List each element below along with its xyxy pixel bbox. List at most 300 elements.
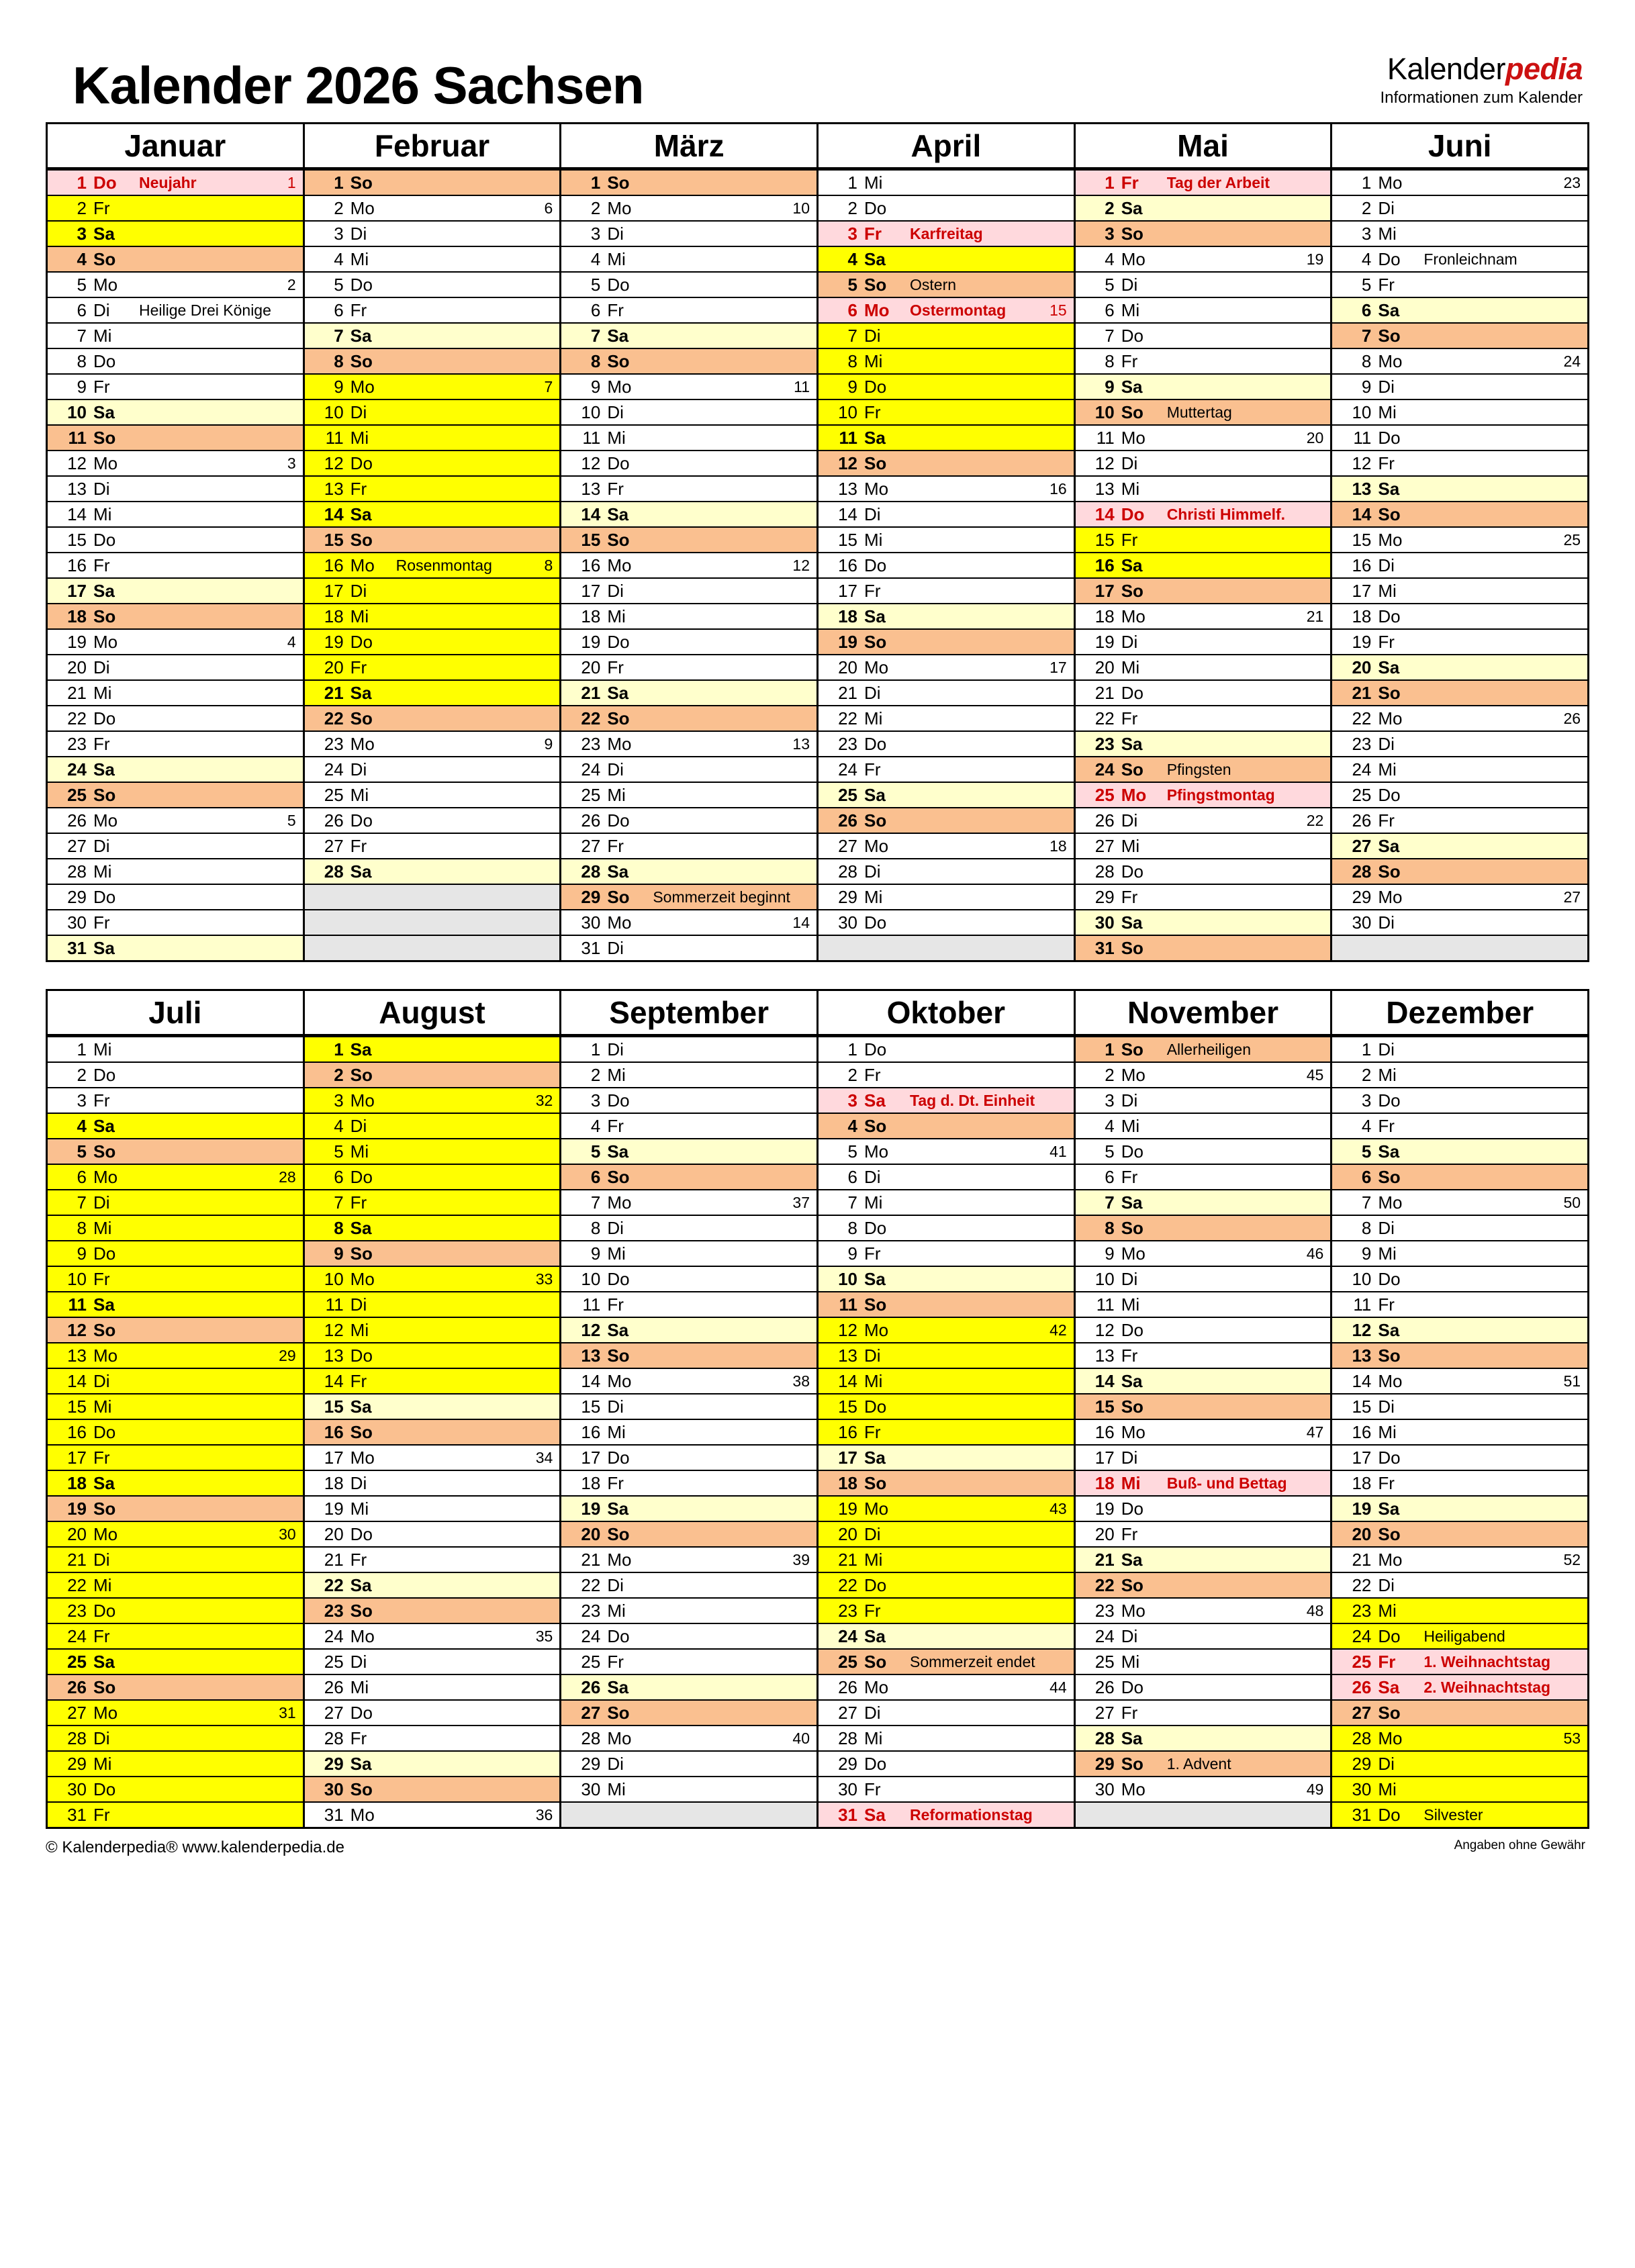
day-number: 4 — [334, 1116, 344, 1136]
weekday-label: Di — [1121, 1269, 1138, 1289]
day-row — [48, 297, 303, 322]
weekday-label: Mi — [607, 1422, 626, 1442]
day-number: 1 — [1361, 1039, 1372, 1059]
weekday-label: Di — [1378, 1218, 1395, 1238]
day-row — [305, 654, 560, 679]
day-number: 2 — [847, 1065, 858, 1085]
day-row — [1076, 552, 1331, 577]
day-number: 28 — [1352, 861, 1372, 882]
day-row — [305, 1393, 560, 1419]
weekday-label: Mi — [1121, 1473, 1141, 1493]
day-number: 17 — [324, 581, 344, 601]
day-note: Heiligabend — [1423, 1627, 1505, 1645]
day-number: 9 — [77, 377, 87, 397]
day-row — [1076, 1725, 1331, 1750]
weekday-label: Mo — [864, 1677, 889, 1697]
weekday-label: Mo — [350, 555, 375, 575]
day-row — [1332, 654, 1587, 679]
weekday-label: So — [350, 351, 373, 371]
day-row — [48, 807, 303, 833]
day-row — [305, 348, 560, 373]
day-row — [1076, 1317, 1331, 1342]
weekday-label: Mi — [350, 606, 369, 626]
weekday-label: So — [1378, 504, 1401, 524]
day-number: 18 — [838, 1473, 858, 1493]
day-number: 2 — [1105, 1065, 1115, 1085]
weekday-label: Mi — [350, 1677, 369, 1697]
day-row — [48, 424, 303, 450]
day-number: 19 — [324, 632, 344, 652]
weekday-label: Di — [1121, 1090, 1138, 1111]
day-row — [561, 1164, 816, 1189]
day-row — [1332, 577, 1587, 603]
day-row — [561, 654, 816, 679]
weekday-label: Sa — [93, 1294, 115, 1315]
day-number: 5 — [1361, 1141, 1372, 1162]
day-row — [305, 1597, 560, 1623]
weekday-label: Di — [607, 581, 624, 601]
weekday-label: Do — [1378, 1448, 1401, 1468]
day-number: 2 — [334, 198, 344, 218]
day-number: 2 — [77, 1065, 87, 1085]
weekday-label: Mo — [1121, 1601, 1146, 1621]
day-number: 26 — [838, 1677, 858, 1697]
day-number: 30 — [67, 1779, 87, 1799]
weekday-label: Sa — [607, 1320, 629, 1340]
page-footer — [46, 1838, 1589, 1857]
weekday-label: Di — [1378, 734, 1395, 754]
disclaimer-text: Angaben ohne Gewähr — [1454, 1838, 1585, 1852]
weekday-label: Di — [93, 300, 110, 320]
day-row — [48, 1189, 303, 1215]
weekday-label: So — [1121, 1754, 1143, 1774]
day-row — [819, 1164, 1074, 1189]
day-number: 21 — [1094, 1550, 1115, 1570]
day-row — [48, 1317, 303, 1342]
day-number: 6 — [77, 300, 87, 320]
weekday-label: Do — [864, 912, 887, 933]
weekday-label: So — [350, 1779, 373, 1799]
weekday-label: Mo — [93, 453, 118, 473]
day-row — [1332, 501, 1587, 526]
weekday-label: Do — [1378, 606, 1401, 626]
day-row — [1332, 1572, 1587, 1597]
day-row — [561, 1291, 816, 1317]
weekday-label: Di — [93, 1192, 110, 1213]
weekday-label: Sa — [864, 1090, 886, 1111]
day-number: 25 — [1352, 1652, 1372, 1672]
day-number: 21 — [1352, 683, 1372, 703]
day-row — [48, 501, 303, 526]
weekday-label: Do — [607, 1269, 630, 1289]
week-number: 52 — [1563, 1551, 1581, 1568]
day-number: 21 — [838, 683, 858, 703]
day-number: 4 — [334, 249, 344, 269]
day-row — [1332, 220, 1587, 246]
day-number: 27 — [581, 836, 601, 856]
weekday-label: Fr — [864, 402, 881, 422]
day-row — [1332, 373, 1587, 399]
day-number: 30 — [581, 912, 601, 933]
day-number: 4 — [1105, 249, 1115, 269]
day-number: 23 — [324, 734, 344, 754]
day-number: 7 — [77, 326, 87, 346]
weekday-label: Sa — [1121, 734, 1143, 754]
weekday-label: Sa — [350, 1397, 372, 1417]
weekday-label: Fr — [1121, 530, 1138, 550]
day-number: 29 — [67, 887, 87, 907]
day-number: 7 — [847, 326, 858, 346]
weekday-label: Do — [607, 632, 630, 652]
week-number: 48 — [1306, 1602, 1324, 1619]
weekday-label: So — [350, 1065, 373, 1085]
day-row — [305, 195, 560, 220]
weekday-label: Fr — [93, 912, 110, 933]
day-number: 14 — [581, 504, 601, 524]
day-row — [1076, 1368, 1331, 1393]
day-number: 25 — [67, 785, 87, 805]
weekday-label: So — [1121, 224, 1143, 244]
day-row — [819, 577, 1074, 603]
day-row — [305, 1444, 560, 1470]
day-row — [48, 603, 303, 628]
day-row — [1076, 424, 1331, 450]
day-row — [1076, 220, 1331, 246]
weekday-label: Do — [1378, 249, 1401, 269]
day-row — [305, 271, 560, 297]
day-row — [561, 475, 816, 501]
weekday-label: Sa — [93, 1652, 115, 1672]
month-title: Februar — [305, 124, 560, 169]
weekday-label: Mo — [350, 1448, 375, 1468]
day-row — [561, 603, 816, 628]
day-row — [305, 1801, 560, 1827]
day-number: 26 — [324, 810, 344, 831]
weekday-label: Do — [864, 1397, 887, 1417]
weekday-label: Fr — [607, 1652, 624, 1672]
day-number: 19 — [1094, 1499, 1115, 1519]
weekday-label: Do — [93, 530, 116, 550]
weekday-label: Fr — [1378, 632, 1395, 652]
weekday-label: Mo — [350, 1805, 375, 1825]
weekday-label: Fr — [93, 555, 110, 575]
day-number: 10 — [324, 1269, 344, 1289]
weekday-label: Sa — [864, 606, 886, 626]
day-number: 17 — [1094, 1448, 1115, 1468]
day-row — [561, 858, 816, 884]
weekday-label: Mi — [93, 1397, 112, 1417]
day-row — [819, 169, 1074, 195]
weekday-label: Do — [1121, 861, 1143, 882]
day-row — [305, 1776, 560, 1801]
day-row — [819, 1266, 1074, 1291]
day-row — [305, 628, 560, 654]
day-number: 15 — [324, 1397, 344, 1417]
weekday-label: Mi — [1121, 657, 1140, 677]
weekday-label: Do — [1378, 1090, 1401, 1111]
weekday-label: Mi — [864, 530, 883, 550]
day-row — [1076, 1061, 1331, 1087]
weekday-label: So — [1378, 1703, 1401, 1723]
day-row — [1332, 1266, 1587, 1291]
day-row — [1332, 1597, 1587, 1623]
day-note: Pfingstmontag — [1166, 786, 1275, 804]
day-row — [305, 1087, 560, 1113]
day-row — [305, 1266, 560, 1291]
day-row — [819, 1470, 1074, 1495]
month-title: Juli — [48, 991, 303, 1036]
weekday-label: Mo — [1121, 1065, 1146, 1085]
week-number: 5 — [287, 812, 296, 829]
day-number: 20 — [324, 1524, 344, 1544]
weekday-label: Sa — [350, 683, 372, 703]
day-row — [1076, 526, 1331, 552]
week-number: 19 — [1306, 250, 1324, 268]
day-row — [819, 909, 1074, 935]
day-row — [1332, 424, 1587, 450]
day-row — [48, 1164, 303, 1189]
day-row — [561, 1776, 816, 1801]
day-number: 25 — [838, 785, 858, 805]
weekday-label: Sa — [1378, 1677, 1400, 1697]
weekday-label: Mi — [1378, 1243, 1397, 1264]
day-row — [305, 1725, 560, 1750]
month-column-juli — [48, 991, 303, 1827]
day-number: 22 — [1352, 708, 1372, 728]
weekday-label: So — [1121, 1039, 1143, 1059]
month-column-november — [1074, 991, 1331, 1827]
weekday-label: Sa — [607, 1141, 629, 1162]
weekday-label: Do — [93, 887, 116, 907]
day-number: 12 — [67, 453, 87, 473]
day-row — [819, 1674, 1074, 1699]
weekday-label: Mo — [1378, 351, 1403, 371]
day-number: 18 — [67, 606, 87, 626]
day-row — [1332, 1648, 1587, 1674]
day-row — [561, 1750, 816, 1776]
day-note: 2. Weihnachtstag — [1423, 1679, 1551, 1696]
day-number: 29 — [1094, 1754, 1115, 1774]
day-row — [1332, 1495, 1587, 1521]
weekday-label: Do — [350, 1167, 373, 1187]
weekday-label: Mo — [93, 1167, 118, 1187]
weekday-label: Mi — [1121, 479, 1140, 499]
day-number: 25 — [838, 1652, 858, 1672]
weekday-label: Di — [1121, 1626, 1138, 1646]
week-number: 12 — [792, 557, 810, 574]
weekday-label: Do — [607, 1448, 630, 1468]
weekday-label: So — [1378, 1345, 1401, 1366]
day-number: 9 — [590, 1243, 601, 1264]
weekday-label: Mi — [93, 1754, 112, 1774]
day-number: 11 — [68, 428, 87, 448]
day-number: 8 — [1105, 351, 1115, 371]
day-number: 20 — [1094, 1524, 1115, 1544]
weekday-label: Do — [93, 1779, 116, 1799]
day-row — [819, 526, 1074, 552]
day-number: 15 — [67, 530, 87, 550]
weekday-label: Di — [607, 1218, 624, 1238]
weekday-label: Fr — [1378, 1294, 1395, 1315]
day-number: 12 — [1352, 453, 1372, 473]
day-number: 30 — [1352, 912, 1372, 933]
week-number: 14 — [792, 914, 810, 931]
day-number: 10 — [67, 1269, 87, 1289]
weekday-label: Fr — [1121, 708, 1138, 728]
weekday-label: Mo — [864, 657, 889, 677]
week-number: 10 — [792, 199, 810, 217]
day-number: 13 — [67, 479, 87, 499]
day-number: 10 — [1094, 402, 1115, 422]
weekday-label: Fr — [1121, 1345, 1138, 1366]
day-row — [561, 1470, 816, 1495]
day-row — [819, 1597, 1074, 1623]
day-number: 1 — [334, 1039, 344, 1059]
day-number: 14 — [1352, 504, 1372, 524]
day-number: 17 — [324, 1448, 344, 1468]
weekday-label: Fr — [1121, 1524, 1138, 1544]
weekday-label: Do — [93, 708, 116, 728]
day-number: 2 — [590, 1065, 601, 1085]
day-row — [1076, 884, 1331, 909]
day-row — [48, 1444, 303, 1470]
day-number: 24 — [838, 759, 858, 779]
day-number: 13 — [838, 479, 858, 499]
day-row — [48, 1699, 303, 1725]
day-number: 17 — [1352, 1448, 1372, 1468]
day-row — [561, 1623, 816, 1648]
day-number: 28 — [1094, 1728, 1115, 1748]
week-number: 29 — [279, 1347, 296, 1364]
day-number: 24 — [581, 759, 601, 779]
weekday-label: So — [350, 530, 373, 550]
day-number: 13 — [581, 1345, 601, 1366]
day-row — [1076, 169, 1331, 195]
day-number: 1 — [590, 173, 601, 193]
weekday-label: So — [1121, 1575, 1143, 1595]
day-row — [48, 1546, 303, 1572]
day-row-empty — [561, 1801, 816, 1827]
day-row — [1076, 1521, 1331, 1546]
day-row — [305, 322, 560, 348]
week-number: 40 — [792, 1730, 810, 1747]
day-row — [48, 730, 303, 756]
day-row — [1332, 884, 1587, 909]
day-number: 6 — [847, 300, 858, 320]
day-number: 29 — [1352, 887, 1372, 907]
day-row — [819, 756, 1074, 782]
weekday-label: Mo — [93, 1524, 118, 1544]
day-row — [819, 1776, 1074, 1801]
day-number: 6 — [590, 1167, 601, 1187]
day-row — [1332, 628, 1587, 654]
weekday-label: Di — [350, 759, 367, 779]
day-row — [561, 399, 816, 424]
day-number: 25 — [324, 1652, 344, 1672]
week-number: 7 — [544, 378, 553, 395]
week-number: 39 — [792, 1551, 810, 1568]
week-number: 28 — [279, 1168, 296, 1186]
weekday-label: So — [93, 1499, 116, 1519]
weekday-label: Sa — [864, 428, 886, 448]
day-note: Tag der Arbeit — [1166, 174, 1270, 191]
day-row — [1332, 1113, 1587, 1138]
day-row — [305, 1674, 560, 1699]
day-row — [561, 628, 816, 654]
day-row — [48, 705, 303, 730]
weekday-label: Mi — [1121, 1294, 1140, 1315]
day-number: 5 — [1105, 1141, 1115, 1162]
weekday-label: Mi — [93, 1039, 112, 1059]
day-row — [561, 322, 816, 348]
weekday-label: Mi — [1378, 224, 1397, 244]
day-number: 28 — [67, 1728, 87, 1748]
day-number: 27 — [1352, 836, 1372, 856]
day-number: 24 — [1094, 759, 1115, 779]
day-number: 7 — [334, 1192, 344, 1213]
day-number: 20 — [581, 657, 601, 677]
day-row — [1332, 1087, 1587, 1113]
day-number: 9 — [847, 1243, 858, 1264]
day-row — [1332, 1189, 1587, 1215]
day-row — [819, 1521, 1074, 1546]
week-number: 47 — [1306, 1423, 1324, 1441]
day-number: 19 — [838, 1499, 858, 1519]
day-row — [561, 271, 816, 297]
week-number: 22 — [1306, 812, 1324, 829]
day-number: 30 — [1094, 912, 1115, 933]
weekday-label: Mi — [607, 1065, 626, 1085]
day-number: 22 — [838, 1575, 858, 1595]
day-number: 3 — [1105, 1090, 1115, 1111]
day-note: Sommerzeit beginnt — [653, 888, 790, 906]
day-row — [819, 1750, 1074, 1776]
day-row — [1332, 1061, 1587, 1087]
day-row — [819, 1444, 1074, 1470]
day-row — [1332, 348, 1587, 373]
day-number: 24 — [581, 1626, 601, 1646]
day-number: 9 — [590, 377, 601, 397]
day-number: 26 — [67, 810, 87, 831]
day-row — [1076, 1291, 1331, 1317]
day-number: 6 — [1361, 1167, 1372, 1187]
day-number: 26 — [838, 810, 858, 831]
day-row — [561, 1699, 816, 1725]
day-row — [48, 1623, 303, 1648]
day-number: 3 — [590, 1090, 601, 1111]
day-number: 22 — [324, 708, 344, 728]
day-number: 23 — [324, 1601, 344, 1621]
day-row — [1076, 399, 1331, 424]
day-row — [1076, 1572, 1331, 1597]
weekday-label: Do — [1378, 1805, 1401, 1825]
day-number: 4 — [847, 249, 858, 269]
day-row — [561, 1342, 816, 1368]
weekday-label: Sa — [607, 326, 629, 346]
week-number: 6 — [544, 199, 553, 217]
day-number: 18 — [581, 1473, 601, 1493]
weekday-label: Sa — [93, 581, 115, 601]
day-row — [305, 1546, 560, 1572]
day-number: 29 — [838, 887, 858, 907]
day-number: 26 — [324, 1677, 344, 1697]
weekday-label: Fr — [864, 224, 882, 244]
weekday-label: Do — [1121, 326, 1143, 346]
day-row — [305, 399, 560, 424]
day-row — [1332, 195, 1587, 220]
week-number: 46 — [1306, 1245, 1324, 1262]
day-row — [1076, 577, 1331, 603]
